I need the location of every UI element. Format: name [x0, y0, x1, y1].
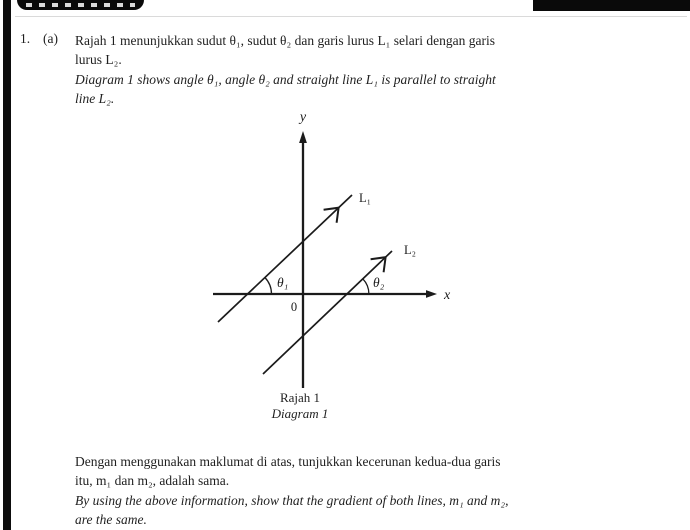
top-right-black-bar — [533, 0, 690, 11]
header-divider-line — [15, 16, 687, 17]
question-text-block — [75, 31, 653, 108]
question-english-line-2: line L₂. — [75, 90, 115, 106]
task-english-line-2: are the same. — [75, 511, 147, 527]
y-axis-label: y — [299, 110, 307, 125]
clipped-header-badge — [17, 0, 144, 10]
line-L1-label: L₁ — [359, 191, 371, 205]
question-malay-line-2: lurus L₂. — [75, 52, 122, 68]
angle-theta2-label: θ₂ — [373, 275, 385, 290]
angle-theta2-arc — [363, 279, 369, 294]
task-english-line-1: By using the above information, show that the gradient of both lines, m₁ and m₂, — [75, 492, 509, 508]
page-spine-border — [3, 0, 11, 530]
x-axis-label: x — [444, 288, 451, 303]
question-english-line-1: Diagram 1 shows angle θ₁, angle θ₂ and straight line L₁ is parallel to straight — [75, 71, 496, 87]
question-part-label: (a) — [43, 31, 58, 46]
origin-label: 0 — [290, 300, 298, 314]
diagram-1-figure — [200, 108, 460, 393]
line-L1 — [218, 195, 352, 322]
y-axis-arrowhead — [299, 131, 307, 143]
caption-malay: Rajah 1 — [279, 390, 321, 405]
question-number: 1. — [20, 31, 31, 46]
task-malay-line-2: itu, m₁ dan m₂, adalah sama. — [75, 473, 230, 489]
diagram-caption — [230, 390, 370, 422]
question-malay-line-1: Rajah 1 menunjukkan sudut θ₁, sudut θ₂ dan garis lurus L₁ selari dengan garis — [75, 33, 495, 48]
x-axis-arrowhead — [426, 290, 437, 298]
angle-theta1-label: θ₁ — [277, 275, 289, 290]
line-L2 — [263, 251, 392, 374]
task-malay-line-1: Dengan menggunakan maklumat di atas, tunjukkan kecerunan kedua-dua garis — [75, 454, 501, 469]
angle-theta1-arc — [265, 278, 272, 295]
caption-english: Diagram 1 — [271, 406, 329, 421]
badge-illegible-text — [26, 3, 135, 7]
task-text-block — [75, 452, 657, 529]
line-L2-label: L₂ — [404, 243, 416, 257]
